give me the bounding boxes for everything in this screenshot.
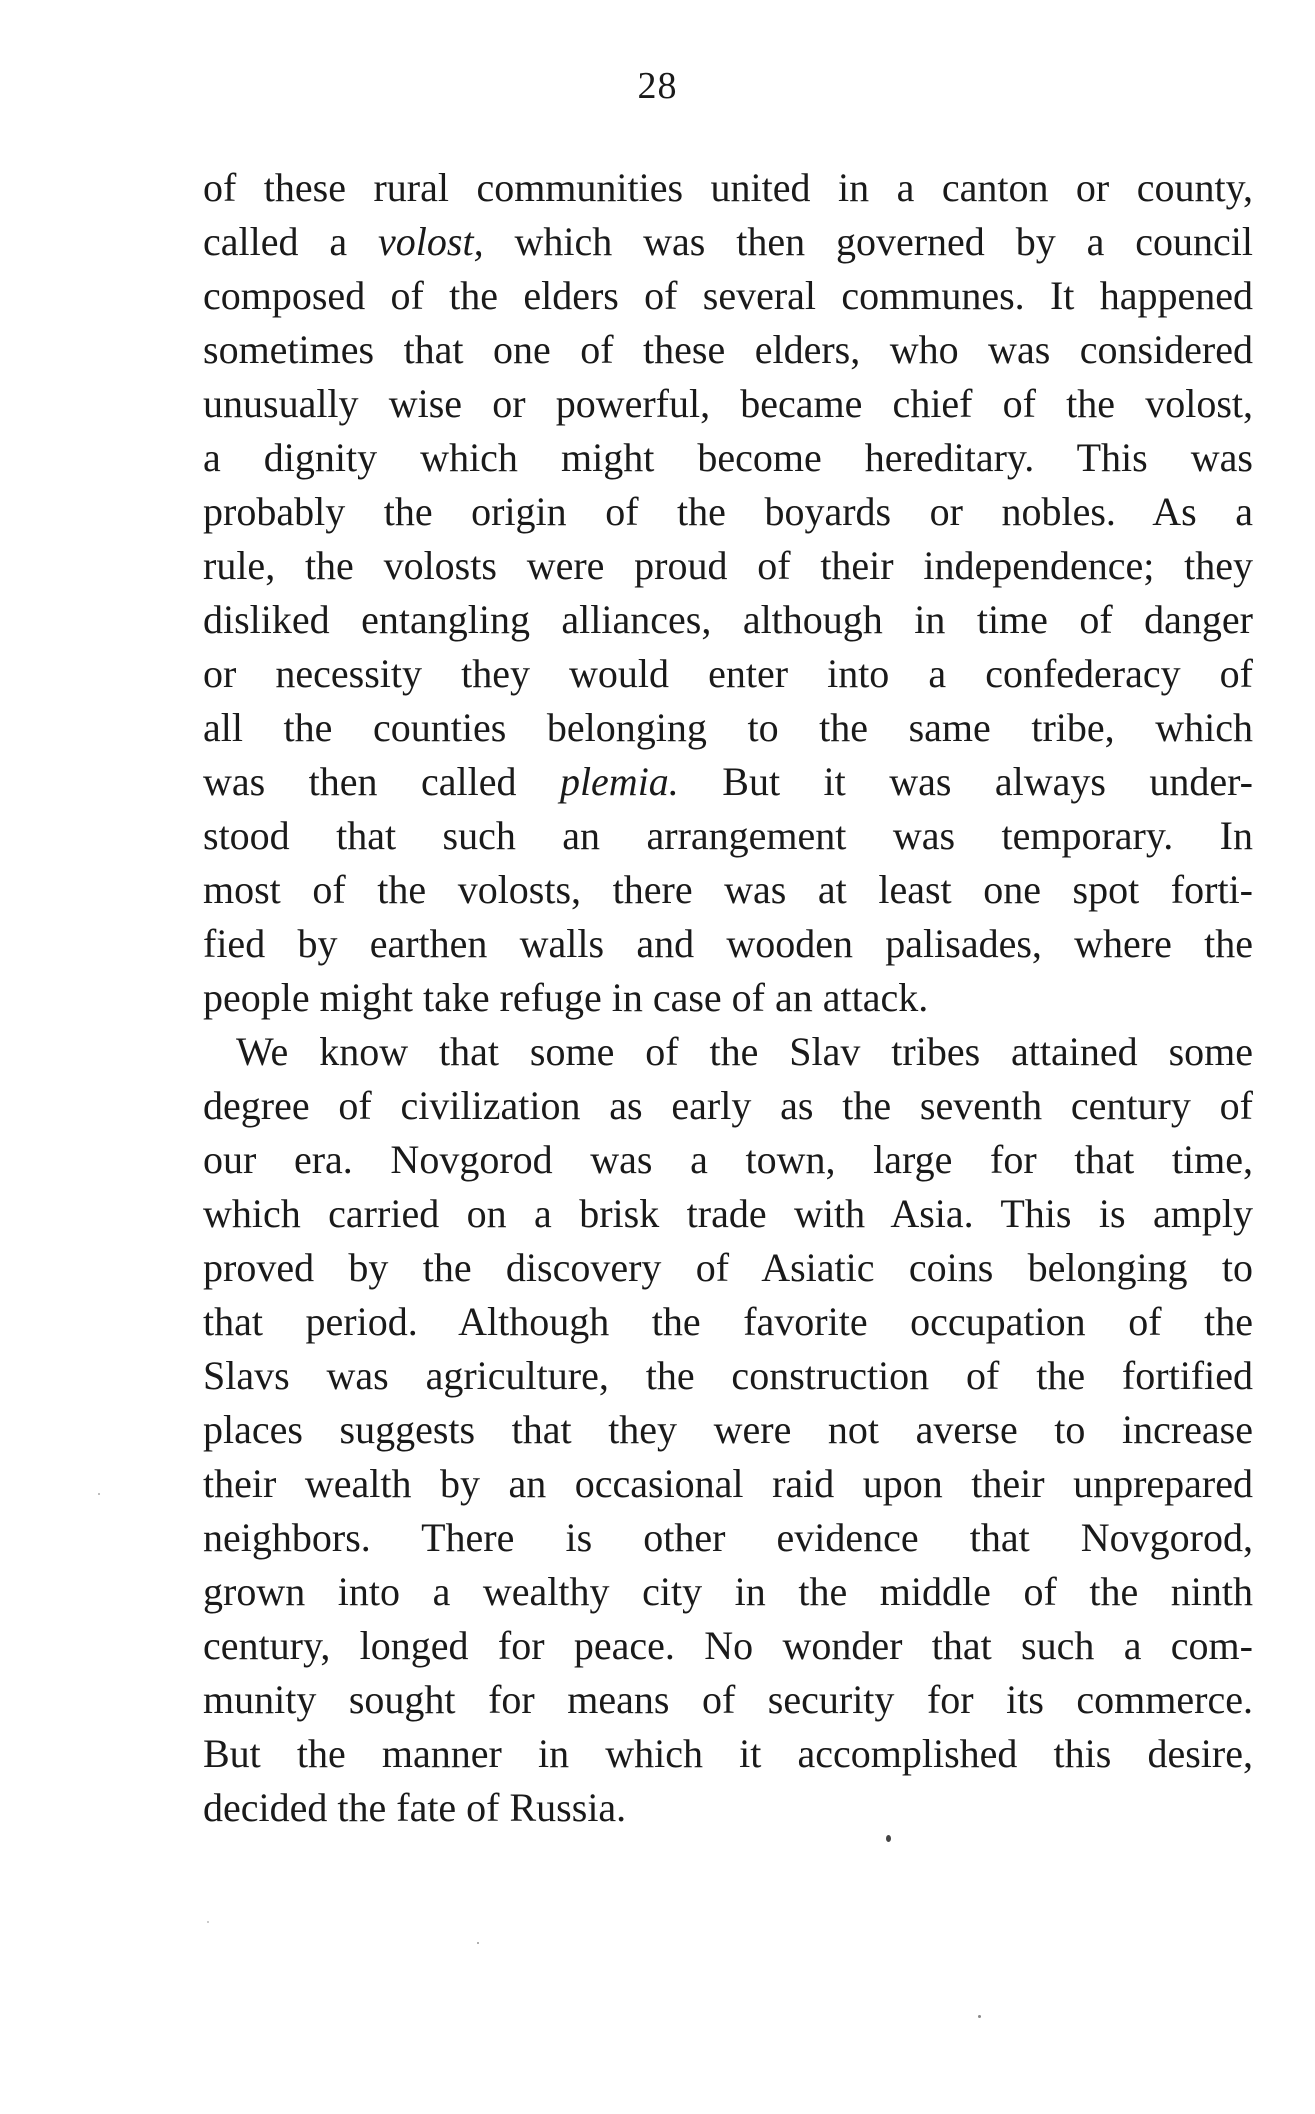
text-line: which carried on a brisk trade with Asia. This is amply bbox=[203, 1191, 1253, 1236]
text-line: probably the origin of the boyards or nobles. As a bbox=[203, 489, 1253, 534]
text-line: all the counties belonging to the same tribe, which bbox=[203, 705, 1253, 750]
text-line: places suggests that they were not averse to increase bbox=[203, 1407, 1253, 1452]
paper-speck bbox=[477, 1942, 479, 1944]
text-line: people might take refuge in case of an attack. bbox=[203, 975, 929, 1020]
text-line: was then called plemia. But it was always under- bbox=[203, 759, 1253, 804]
text-line: munity sought for means of security for its commerce. bbox=[203, 1677, 1253, 1722]
text-line: rule, the volosts were proud of their independence; they bbox=[203, 543, 1253, 588]
text-line: disliked entangling alliances, although in time of danger bbox=[203, 597, 1253, 642]
text-line: unusually wise or powerful, became chief of the volost, bbox=[203, 381, 1253, 426]
text-line: a dignity which might become hereditary. This was bbox=[203, 435, 1253, 480]
paper-speck bbox=[98, 1493, 100, 1495]
paper-speck bbox=[886, 1835, 891, 1842]
text-line: But the manner in which it accomplished this desire, bbox=[203, 1731, 1253, 1776]
text-line: fied by earthen walls and wooden palisades, where the bbox=[203, 921, 1253, 966]
text-line: our era. Novgorod was a town, large for that time, bbox=[203, 1137, 1253, 1182]
text-line: We know that some of the Slav tribes attained some bbox=[236, 1029, 1253, 1074]
text-line: decided the fate of Russia. bbox=[203, 1785, 627, 1830]
text-line: their wealth by an occasional raid upon their unprepared bbox=[203, 1461, 1253, 1506]
text-line: stood that such an arrangement was temporary. In bbox=[203, 813, 1253, 858]
paper-speck bbox=[978, 2015, 981, 2018]
text-line: called a volost, which was then governed by a council bbox=[203, 219, 1253, 264]
paper-speck bbox=[207, 1921, 209, 1923]
text-line: neighbors. There is other evidence that Novgorod, bbox=[203, 1515, 1253, 1560]
text-line: most of the volosts, there was at least one spot forti- bbox=[203, 867, 1253, 912]
text-line: sometimes that one of these elders, who was considered bbox=[203, 327, 1253, 372]
text-line: Slavs was agriculture, the construction of the fortified bbox=[203, 1353, 1253, 1398]
text-line: of these rural communities united in a canton or county, bbox=[203, 165, 1253, 210]
page-number: 28 bbox=[637, 65, 678, 107]
text-line: grown into a wealthy city in the middle of the ninth bbox=[203, 1569, 1253, 1614]
text-line: or necessity they would enter into a confederacy of bbox=[203, 651, 1253, 696]
text-line: degree of civilization as early as the seventh century of bbox=[203, 1083, 1253, 1128]
italic-term: volost, bbox=[378, 219, 484, 264]
italic-term: plemia. bbox=[559, 759, 679, 804]
text-line: century, longed for peace. No wonder that such a com- bbox=[203, 1623, 1253, 1668]
text-line: composed of the elders of several communes. It happened bbox=[203, 273, 1253, 318]
text-line: proved by the discovery of Asiatic coins belonging to bbox=[203, 1245, 1253, 1290]
text-line: that period. Although the favorite occupation of the bbox=[203, 1299, 1253, 1344]
